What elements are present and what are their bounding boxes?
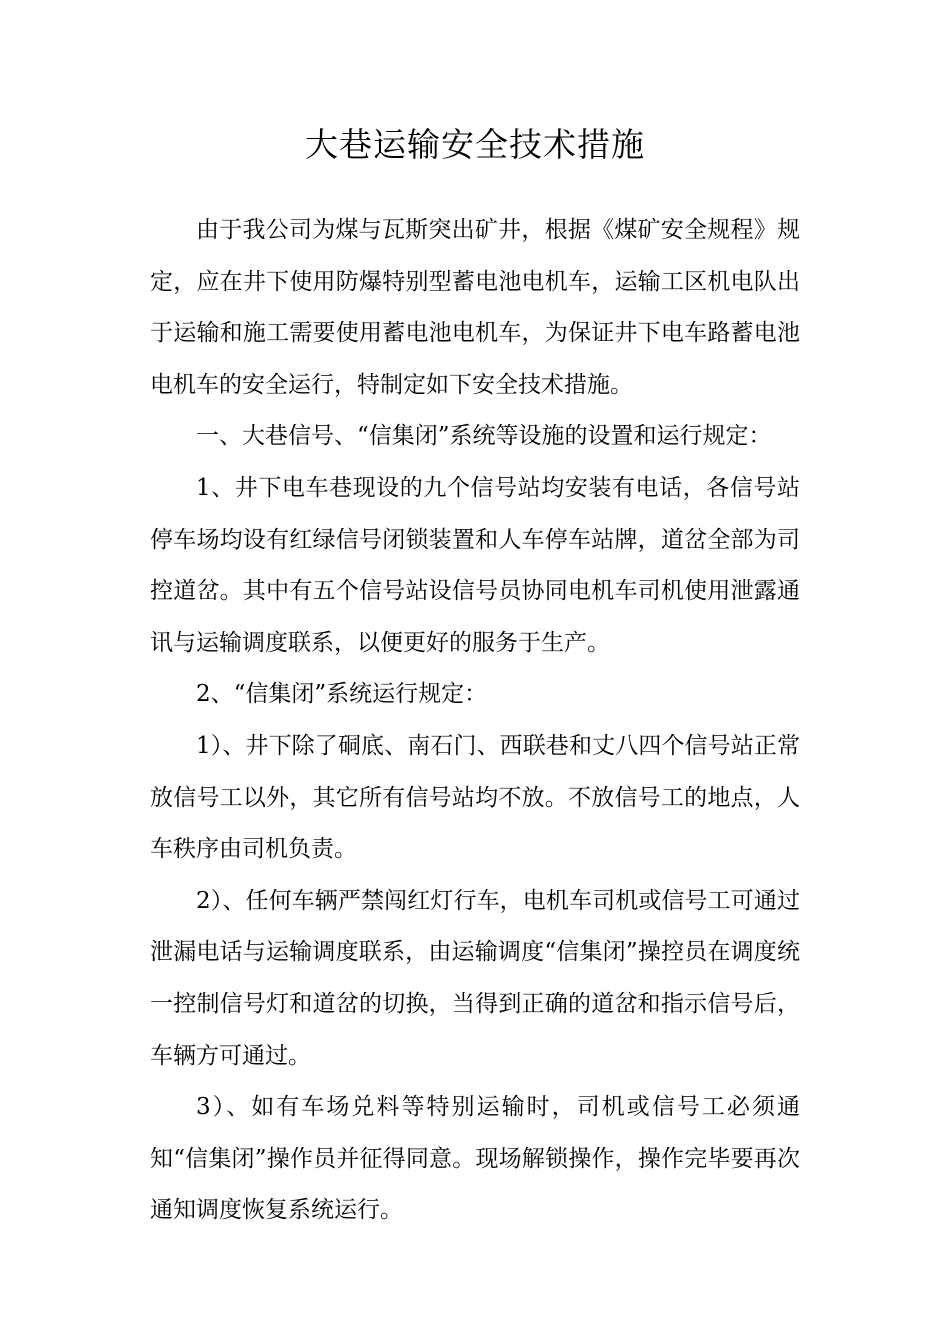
document-title: 大巷运输安全技术措施 (305, 125, 645, 164)
paragraph-item-1: 1、井下电车巷现设的九个信号站均安装有电话，各信号站停车场均设有红绿信号闭锁装置和人车停车站牌，道岔全部为司控道岔。其中有五个信号站设信号员协同电机车司机使用泄露通讯与运输调度联系，以便更好的服务于生产。 (150, 474, 800, 656)
subsection-heading-2: 2、“信集闭”系统运行规定： (196, 681, 488, 708)
paragraph-rule-2: 2）、任何车辆严禁闯红灯行车，电机车司机或信号工可通过泄漏电话与运输调度联系，由运输调度“信集闭”操控员在调度统一控制信号灯和道岔的切换，当得到正确的道岔和指示信号后，车辆方可通过。 (150, 887, 800, 1069)
paragraph-rule-1: 1）、井下除了硐底、南石门、西联巷和丈八四个信号站正常放信号工以外，其它所有信号站均不放。不放信号工的地点，人车秩序由司机负责。 (150, 732, 800, 863)
document-page (150, 122, 800, 1237)
paragraph-rule-3: 3）、如有车场兑料等特别运输时，司机或信号工必须通知“信集闭”操作员并征得同意。现场解锁操作，操作完毕要再次通知调度恢复系统运行。 (150, 1094, 800, 1224)
section-heading-1: 一、大巷信号、“信集闭”系统等设施的设置和运行规定： (196, 423, 772, 450)
paragraph-intro: 由于我公司为煤与瓦斯突出矿井，根据《煤矿安全规程》规定，应在井下使用防爆特别型蓄电池电机车，运输工区机电队出于运输和施工需要使用蓄电池电机车，为保证井下电车路蓄电池电机车的安全运行，特制定如下安全技术措施。 (150, 217, 800, 398)
